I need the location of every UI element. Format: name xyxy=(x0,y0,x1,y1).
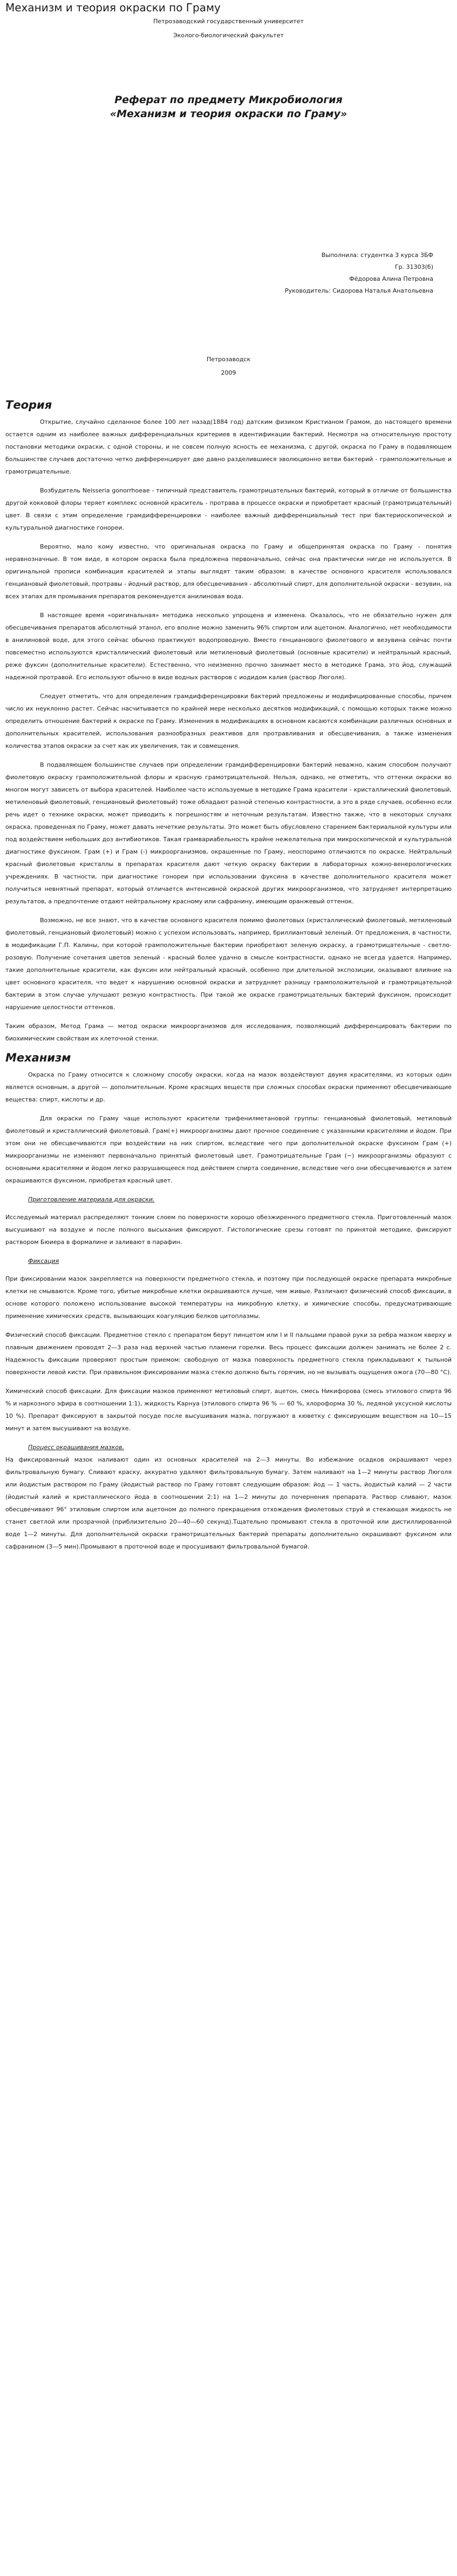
theory-paragraph: Возможно, не все знают, что в качестве основного красителя помимо фиолетовых (кристаллический фиолетовый, метиленовый фиолетовый, генциановый фиолетовый) можно с успехом использовать, например, бриллиантовый зеленый. От предложения, в частности, в модификации Г.П. Калины, при которой грамположительные бактерии приобретают зеленую окраску, а грамотрицательные - светло-розовую. Получение сочетания цветов зеленый - красный более удачно в смысле контрастности, однако не всегда удается. Например, такие дополнительные красители, как фуксин или нейтральный красный, особенно при длительной экспозиции, оказывают влияние на цвет основного красителя, что ведет к нарушению основной окраски и затрудняет разницу грамположительной и грамотрицательной бактерии в этом случае улучшают резкую контрастность. При такой же окраске грамотрицательных бактерий фуксином, происходит нарушение целостности оттенков. xyxy=(5,917,452,1011)
theory-paragraph: Открытие, случайно сделанное более 100 лет назад(1884 год) датским физиком Кристианом Грамом, до настоящего времени остается одним из наиболее важных дифференциальных критериев в идентификации бактерий. Несмотря на относительную простоту постановки методики окраски, с одной стороны, и не совсем полную ясность ее механизма, с другой, окраска по Граму в подавляющем большинстве случаев достаточно четко дифференцирует две давно разделившиеся эволюционно ветви бактерий - грамположительные и грамотрицательные. xyxy=(5,418,452,475)
fixation-subheading: Фиксация xyxy=(28,1257,59,1265)
mechanism-paragraph: Для окраски по Граму чаще используют красители трифенилметановой группы: генциановый фиолетовый, метиловый фиолетовый и кристаллический фиолетовый. Грам(+) микроорганизмы дают прочное соединение с указанными красителями и йодом. При этом они не обесцвечиваются при воздействии на них спиртом, вследствие чего при дополнительной окраске фуксином Грам (+) микроорганизмы не изменяют первоначально принятый фиолетовый цвет. Грамотрицательные Грам (−) микроорганизмы образуют с основными красителями и йодом легко разрушающееся под действием спирта соединение, вследствие чего они обесцвечиваются и затем окрашиваются фуксином, приобретая красный цвет. xyxy=(5,1115,452,1184)
author-info xyxy=(5,249,452,297)
fixation-paragraph: При фиксировании мазок закрепляется на поверхности предметного стекла, и поэтому при последующей окраске препарата микробные клетки не смываются. Кроме того, убитые микробные клетки окрашиваются лучше, чем живые. Различают физический способ фиксации, в основе которого положено использование высокой температуры на микробную клетку, и химические способы, предусматривающие применение химических средств, вызывающих коагуляцию белков цитоплазмы. xyxy=(5,1275,452,1320)
performed-by: Выполнила: студентка 3 курса 3БФ xyxy=(321,252,433,259)
supervisor-name: Руководитель: Сидорова Наталья Анатольевна xyxy=(284,287,433,294)
student-name: Фёдорова Алина Петровна xyxy=(349,275,433,282)
theory-paragraph: Таким образом, Метод Грама — метод окраски микроорганизмов для исследования, позволяющий дифференцировать бактерии по биохимическим свойствам их клеточной стенки. xyxy=(5,1023,452,1042)
theory-paragraph: Следует отметить, что для определения грамдифференцировки бактерий предложены и модифицированные способы, причем число их неуклонно растет. Сейчас насчитывается по крайней мере несколько десятков модификаций, с помощью которых также можно определить отношение бактерий к окраске по Граму. Изменения в модификациях в основном касаются комбинации различных основных и дополнительных красителей, использования разнообразных реактивов для протравливания и обесцвечивания, а также изменения количества этапов окраски за счет как их увеличения, так и совмещения. xyxy=(5,693,452,749)
staining-subheading: Процесс окрашивания мазков. xyxy=(28,1444,125,1451)
theory-heading: Теория xyxy=(5,398,52,411)
essay-title-line2: «Механизм и теория окраски по Граму» xyxy=(110,108,347,120)
university-name: Петрозаводский государственный университет xyxy=(153,18,304,25)
prep-paragraph: Исследуемый материал распределяют тонким слоем по поверхности хорошо обезжиренного предметного стекла. Приготовленный мазок высушивают на воздухе и после полного высыхания фиксируют. Гистологические срезы готовят по принятой методике, фиксируют раствором Бюиера в формалине и заливают в парафин. xyxy=(5,1214,452,1246)
mechanism-paragraph: Окраска по Граму относится к сложному способу окраски, когда на мазок воздействуют двумя красителями, из которых один является основным, а другой — дополнительным. Кроме красящих веществ при сложных способах окраски применяют обесцвечивающие вещества: спирт, кислоты и др. xyxy=(5,1071,452,1103)
faculty-name: Эколого-биологический факультет xyxy=(173,32,284,39)
essay-title-line1: Реферат по предмету Микробиология xyxy=(114,94,343,106)
document-title: Механизм и теория окраски по Граму xyxy=(5,1,221,14)
year: 2009 xyxy=(221,369,236,376)
fixation-paragraph: Химический способ фиксации. Для фиксации мазков применяют метиловый спирт, ацетон, смесь Никифорова (смесь этилового спирта 96 % и наркозного эфира в соотношении 1:1), жидкость Карнуа (этилового спирта 96 % — 60 %, хлороформа 30 %, ледяной уксусной кислоты 10 %). Препарат фиксируют в закрытой посуде после высушивания мазка, погружают в кюветку с фиксирующим веществом на 10—15 минут и затем высушивают на воздухе. xyxy=(5,1388,452,1432)
mechanism-heading: Механизм xyxy=(5,1051,71,1064)
city: Петрозаводск xyxy=(206,356,251,363)
group-number: Гр. 31303(б) xyxy=(394,263,433,271)
fixation-paragraph: Физический способ фиксации. Предметное стекло с препаратом берут пинцетом или I и II пальцами правой руки за ребра мазком кверху и плавным движением проводят 2—3 раза над верхней частью пламени горелки. Весь процесс фиксации должен занимать не более 2 с. Надежность фиксации проверяют простым приемом: свободную от мазка поверхность предметного стекла прикладывают к тыльной поверхности левой кисти. При правильном фиксировании мазка стекло должно быть горячим, но не вызывать ощущения ожога (70—80 °C). xyxy=(5,1331,452,1376)
theory-paragraph: В подавляющем большинстве случаев при определении грамдифференцировки бактерий неважно, каким способом получают фиолетовую окраску грамположительной флоры и красную грамотрицательной. Нельзя, однако, не отметить, что оттенки окраски во многом могут зависеть от выбора красителей. Наиболее часто используемые в методике Грама красители - кристаллический фиолетовый, метиленовый фиолетовый, генциановый фиолетовый) тоже обладают разной степенью контрастности, а это в ряде случаев, особенно если речь идет о технике окраски, может приводить к погрешностям и неточным результатам. Известно также, что в некоторых случаях окраска, проведенная по Граму, может давать нечеткие результаты. Это может быть обусловлено старением бактериальной культуры или под воздействием небольших доз антибиотиков. Такая грамвариабельность крайне нежелательна при микроскопической и культуральной диагностике фуксином. Грам (+) и Грам (-) микроорганизмов, окрашенные по Граму, неоспоримо отличаются по окраске. Нейтральный красный фиолетовые кристаллы в препаратах красителя дают четкую окраску бактерии в лабораторных кожно-венерологических учреждениях. В частности, при диагностике гонореи при использовании фуксина в качестве дополнительного красителя может получиться невнятный препарат, который отличается интенсивной окраской других микроорганизмов, что затрудняет интерпретацию результатов, а предпочтение отдают нейтральному красному или сафранину, имеющим оранжевый оттенок. xyxy=(5,761,452,905)
theory-paragraph: Вероятно, мало кому известно, что оригинальная окраска по Граму и общепринятая окраска по Граму - понятия неравнозначные. В том виде, в котором окраска была предложена первоначально, сейчас она практически нигде не используется. В оригинальной прописи комбинация красителей и этапы выглядят таким образом: в качестве основного красителя использовался генциановый фиолетовый, протравы - йодный раствор, для обесцвечивания - абсолютный спирт, для дополнительной окраски - везувин, на всех этапах для промывания препаратов рекомендуется анилиновая вода. xyxy=(5,543,452,600)
theory-paragraph: В настоящее время «оригинальная» методика несколько упрощена и изменена. Оказалось, что не обязательно нужен для обесцвечивания препаратов абсолютный этанол, его вполне можно заменить 96% спиртом или ацетоном. Аналогично, нет необходимости в анилиновой воде, для этого сейчас обычно практикуют водопроводную. Вместо генцианового фиолетового и везувина сейчас почти повсеместно используются кристаллический фиолетовый или метиленовый фиолетовый (основные красители) и нейтральный красный, реже фуксин (дополнительные красители). Естественно, что неизменно прочно занимает место в методике Грама, это йод, служащий надежной протравой. Его используют обычно в виде водных растворов с иодидом калия (раствор Люголя). xyxy=(5,612,452,681)
staining-paragraph: На фиксированный мазок наливают один из основных красителей на 2—3 минуты. Во избежание осадков окрашивают через фильтровальную бумагу. Сливают краску, аккуратно удаляют фильтровальную бумагу. Затем наливают на 1—2 минуты раствор Люголя или йодистым раствором по Граму (йодистый раствор по Граму готовят следующим образом: йод — 1 часть, йодистый калий — 2 части (йодистый калий и кристаллического йода в соотношении 2:1) на 1—2 минуты до почернения препарата. Раствор сливают, мазок обесцвечивают 96° этиловым спиртом или ацетоном до полного прекращения отхождения фиолетовых струй и стекающая жидкость не станет светлой или прозрачной (приблизительно 20—40—60 секунд).Тщательно промывают стекла в проточной или дистиллированной воде 1—2 минуты. Для дополнительной окраски грамотрицательных бактерий препараты дополнительно окрашивают фуксином или сафранином (3—5 мин).Промывают в проточной воде и просушивают фильтровальной бумагой. xyxy=(5,1456,452,1550)
prep-subheading: Приготовление материала для окраски. xyxy=(28,1196,155,1203)
theory-paragraph: Возбудитель Neisseria gonorrhoeae - типичный представитель грамотрицательных бактерий, который в отличие от большинства другой кокковой флоры теряет комплекс основной краситель - протрава в процессе окраски и приобретает красный (грамотрицательный) цвет. В связи с этим определение грамдифференцировки - наиболее важный дифференциальный тест при бактериоскопической и культуральной диагностике гонореи. xyxy=(5,487,452,531)
